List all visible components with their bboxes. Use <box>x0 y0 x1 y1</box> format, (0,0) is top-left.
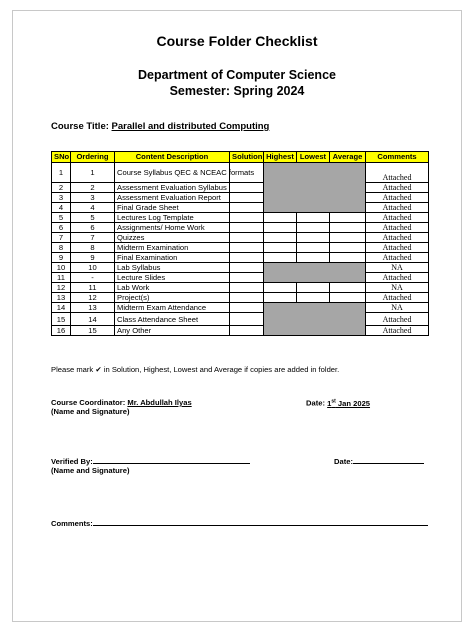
table-row <box>52 283 429 293</box>
table-row <box>52 223 429 233</box>
cell-sno: 7 <box>52 233 71 243</box>
cell-comment: Attached <box>366 213 429 223</box>
cell-comment: Attached <box>366 253 429 263</box>
cell-highest[interactable] <box>264 223 297 233</box>
cell-ordering: 15 <box>71 326 115 336</box>
cell-sno: 4 <box>52 203 71 213</box>
cell-ordering: 8 <box>71 243 115 253</box>
date-suffix: st <box>331 398 336 404</box>
cell-comment: Attached <box>366 243 429 253</box>
cell-description: Lab Syllabus <box>115 263 230 273</box>
cell-ordering: 7 <box>71 233 115 243</box>
cell-sno: 6 <box>52 223 71 233</box>
header-highest: Highest <box>264 152 297 163</box>
cell-shaded-block <box>264 163 366 213</box>
table-row <box>52 273 429 283</box>
verified-date-line[interactable] <box>353 463 424 464</box>
date-day: 1 <box>327 398 332 408</box>
cell-description: Final Examination <box>115 253 230 263</box>
cell-solution[interactable] <box>230 313 264 326</box>
cell-sno: 8 <box>52 243 71 253</box>
cell-average[interactable] <box>330 253 366 263</box>
cell-average[interactable] <box>330 213 366 223</box>
table-row <box>52 233 429 243</box>
cell-ordering: - <box>71 273 115 283</box>
cell-solution[interactable] <box>230 243 264 253</box>
table-row <box>52 293 429 303</box>
cell-highest[interactable] <box>264 283 297 293</box>
cell-solution[interactable] <box>230 203 264 213</box>
table-row <box>52 313 429 326</box>
cell-sno: 11 <box>52 273 71 283</box>
cell-description: Lecture Slides <box>115 273 230 283</box>
cell-comment: NA <box>366 263 429 273</box>
comments-label: Comments: <box>51 519 93 528</box>
cell-ordering: 5 <box>71 213 115 223</box>
cell-sno: 13 <box>52 293 71 303</box>
cell-highest[interactable] <box>264 213 297 223</box>
note-text-pre: Please mark <box>51 365 96 374</box>
coordinator-name: Mr. Abdullah Ilyas <box>127 398 192 407</box>
table-row <box>52 213 429 223</box>
cell-ordering: 14 <box>71 313 115 326</box>
cell-sno: 15 <box>52 313 71 326</box>
header-comments: Comments <box>366 152 429 163</box>
date-value <box>327 399 370 408</box>
table-row <box>52 253 429 263</box>
table-row <box>52 303 429 313</box>
cell-comment: Attached <box>366 183 429 193</box>
department-heading: Department of Computer Science <box>138 68 336 82</box>
cell-sno: 14 <box>52 303 71 313</box>
date-label: Date: <box>334 457 353 466</box>
cell-average[interactable] <box>330 223 366 233</box>
table-row <box>52 193 429 203</box>
cell-sno: 2 <box>52 183 71 193</box>
table-row <box>52 326 429 336</box>
cell-comment: Attached <box>366 293 429 303</box>
course-title-label: Course Title: <box>51 121 109 132</box>
cell-description: Project(s) <box>115 293 230 303</box>
cell-solution[interactable] <box>230 193 264 203</box>
coordinator-label: Course Coordinator: <box>51 398 126 407</box>
header-content-description: Content Description <box>115 152 230 163</box>
cell-shaded-block <box>264 303 366 336</box>
cell-sno: 10 <box>52 263 71 273</box>
cell-sno: 1 <box>52 163 71 183</box>
cell-comment: Attached <box>366 223 429 233</box>
note-text-post: in Solution, Highest, Lowest and Average if copies are added in folder. <box>101 365 340 374</box>
table-row <box>52 163 429 183</box>
cell-description: Assessment Evaluation Syllabus <box>115 183 230 193</box>
cell-lowest[interactable] <box>297 243 330 253</box>
cell-highest[interactable] <box>264 293 297 303</box>
cell-description: Lab Work <box>115 283 230 293</box>
cell-solution[interactable] <box>230 233 264 243</box>
cell-solution[interactable] <box>230 326 264 336</box>
course-title-line <box>51 121 269 132</box>
date-label: Date: <box>306 398 325 408</box>
cell-lowest[interactable] <box>297 213 330 223</box>
cell-ordering: 9 <box>71 253 115 263</box>
cell-solution[interactable] <box>230 253 264 263</box>
verified-signature-line[interactable] <box>93 463 250 464</box>
cell-comment: NA <box>366 283 429 293</box>
table-header-row <box>52 152 429 163</box>
cell-lowest[interactable] <box>297 293 330 303</box>
checklist-table <box>51 151 429 336</box>
cell-ordering: 13 <box>71 303 115 313</box>
verified-date-field <box>334 457 424 466</box>
cell-description: Any Other <box>115 326 230 336</box>
cell-highest[interactable] <box>264 253 297 263</box>
cell-highest[interactable] <box>264 233 297 243</box>
cell-solution[interactable] <box>230 303 264 313</box>
cell-comment: Attached <box>366 326 429 336</box>
cell-ordering: 1 <box>71 163 115 183</box>
cell-ordering: 11 <box>71 283 115 293</box>
cell-solution[interactable] <box>230 283 264 293</box>
header-sno: SNo <box>52 152 71 163</box>
header-solution: Solution <box>230 152 264 163</box>
cell-sno: 9 <box>52 253 71 263</box>
cell-average[interactable] <box>330 233 366 243</box>
cell-lowest[interactable] <box>297 253 330 263</box>
cell-ordering: 4 <box>71 203 115 213</box>
cell-solution[interactable] <box>230 293 264 303</box>
cell-description: Midterm Examination <box>115 243 230 253</box>
cell-description: Final Grade Sheet <box>115 203 230 213</box>
verified-signature-caption: (Name and Signature) <box>51 466 130 475</box>
cell-description: Quizzes <box>115 233 230 243</box>
cell-average[interactable] <box>330 283 366 293</box>
cell-ordering: 12 <box>71 293 115 303</box>
cell-comment: Attached <box>366 193 429 203</box>
cell-solution[interactable] <box>230 263 264 273</box>
cell-comment: Attached <box>366 313 429 326</box>
comments-field <box>51 519 428 528</box>
cell-sno: 3 <box>52 193 71 203</box>
cell-description: Lectures Log Template <box>115 213 230 223</box>
cell-average[interactable] <box>330 293 366 303</box>
cell-comment: Attached <box>366 273 429 283</box>
verified-by-field <box>51 457 250 466</box>
verified-label: Verified By: <box>51 457 93 466</box>
cell-description: Assignments/ Home Work <box>115 223 230 233</box>
cell-solution[interactable] <box>230 183 264 193</box>
cell-lowest[interactable] <box>297 283 330 293</box>
cell-ordering: 6 <box>71 223 115 233</box>
table-row <box>52 183 429 193</box>
cell-highest[interactable] <box>264 243 297 253</box>
cell-description: Midterm Exam Attendance <box>115 303 230 313</box>
cell-shaded-block <box>264 263 366 283</box>
cell-ordering: 3 <box>71 193 115 203</box>
header-ordering: Ordering <box>71 152 115 163</box>
cell-comment: Attached <box>366 233 429 243</box>
cell-comment: NA <box>366 303 429 313</box>
cell-sno: 16 <box>52 326 71 336</box>
comments-line[interactable] <box>93 525 428 526</box>
semester-heading: Semester: Spring 2024 <box>169 84 305 98</box>
table-row <box>52 203 429 213</box>
table-row <box>52 263 429 273</box>
header-lowest: Lowest <box>297 152 330 163</box>
cell-average[interactable] <box>330 243 366 253</box>
course-title-value: Parallel and distributed Computing <box>111 121 270 132</box>
instruction-note <box>51 365 339 374</box>
date-month-year: Jan 2025 <box>335 398 371 408</box>
cell-description: Course Syllabus QEC & NCEAC formats <box>115 163 230 183</box>
cell-description: Assessment Evaluation Report <box>115 193 230 203</box>
checkmark-icon: ✔ <box>95 365 102 374</box>
cell-description: Class Attendance Sheet <box>115 313 230 326</box>
cell-solution[interactable] <box>230 213 264 223</box>
cell-lowest[interactable] <box>297 223 330 233</box>
cell-comment: Attached <box>366 203 429 213</box>
cell-comment: Attached <box>366 163 429 183</box>
coordinator-signature-caption: (Name and Signature) <box>51 407 130 416</box>
cell-ordering: 10 <box>71 263 115 273</box>
header-average: Average <box>330 152 366 163</box>
cell-ordering: 2 <box>71 183 115 193</box>
table-row <box>52 243 429 253</box>
cell-lowest[interactable] <box>297 233 330 243</box>
cell-sno: 12 <box>52 283 71 293</box>
coordinator-date-field <box>306 398 370 408</box>
cell-solution[interactable] <box>230 223 264 233</box>
cell-sno: 5 <box>52 213 71 223</box>
cell-solution[interactable] <box>230 273 264 283</box>
document-title: Course Folder Checklist <box>156 33 318 49</box>
course-coordinator-field <box>51 398 192 407</box>
